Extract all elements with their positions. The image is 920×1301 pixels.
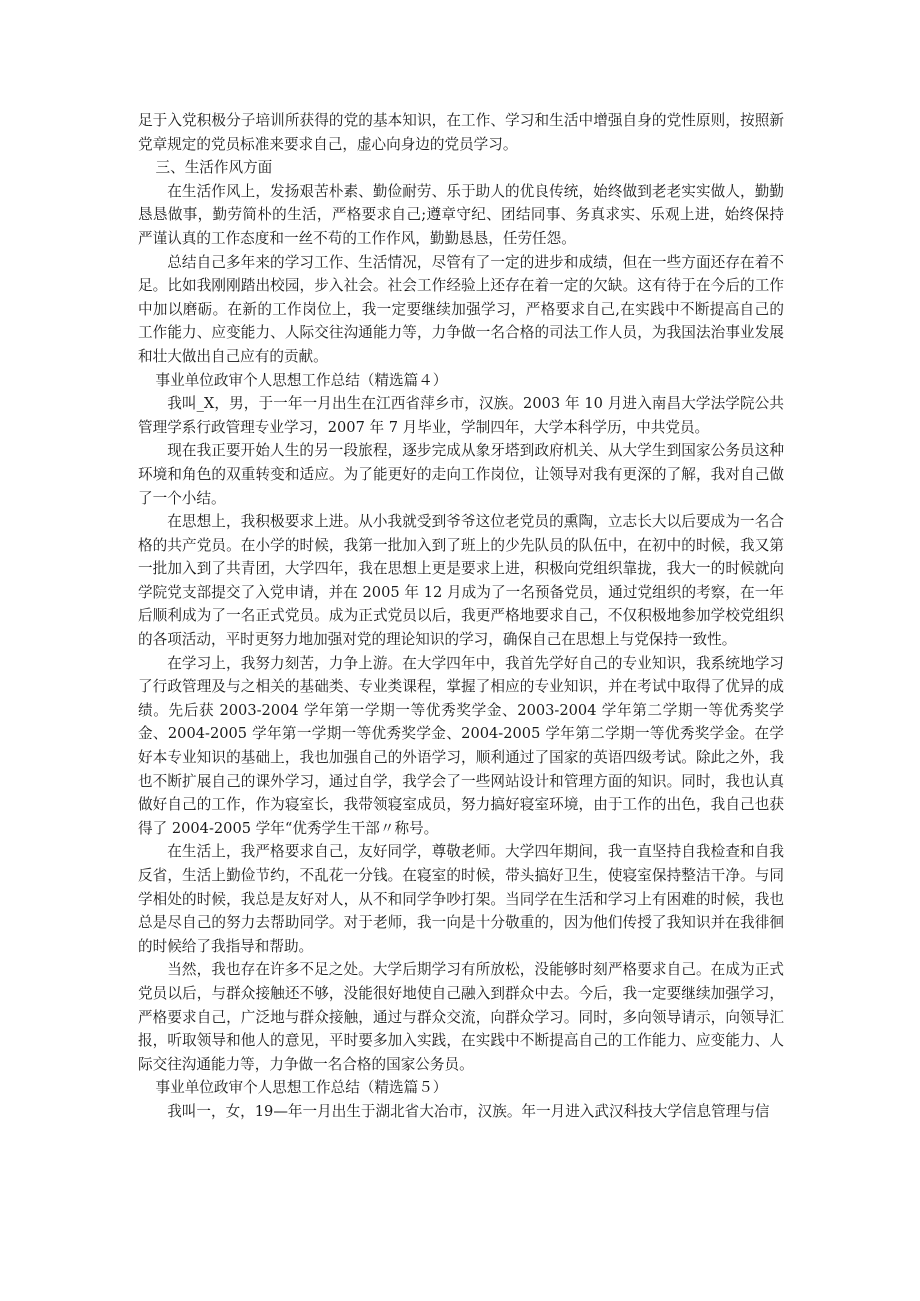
paragraph-thought: 在思想上，我积极要求上进。从小我就受到爷爷这位老党员的熏陶，立志长大以后要成为一名合格的共产党员。在小学的时候，我第一批加入到了班上的少先队员的队伍中，在初中的时候，我又第一批加入到了共青团，大学四年，我在思想上更是要求上进，积极向党组织靠拢，我大一的时候就向学院党支部提交了入党申请，并在 2005 年 12 月成为了一名预备党员，通过党组织的考察，在一年后顺利成为了一名正式党员。成为正式党员以后，我更严格地要求自己，不仅积极地参加学校党组织的各项活动，平时更努力地加强对党的理论知识的学习，确保自己在思想上与党保持一致性。 [138, 513, 784, 649]
paragraph-summary: 总结自己多年来的学习工作、生活情况，尽管有了一定的进步和成绩，但在一些方面还存在着不足。比如我刚刚踏出校园，步入社会。社会工作经验上还存在着一定的欠缺。这有待于在今后的工作中加以磨砺。在新的工作岗位上，我一定要继续加强学习，严格要求自己,在实践中不断提高自己的工作能力、应变能力、人际交往沟通能力等，力争做一名合格的司法工作人员，为我国法治事业发展和壮大做出自己应有的贡献。 [138, 253, 784, 365]
paragraph-intro: 我叫_X，男，于一年一月出生在江西省萍乡市，汉族。2003 年 10 月进入南昌大学法学院公共管理学系行政管理专业学习，2007 年 7 月毕业，学制四年，大学本科学历，中共党员。 [138, 395, 784, 436]
paragraph-lifestyle: 在生活作风上，发扬艰苦朴素、勤俭耐劳、乐于助人的优良传统，始终做到老老实实做人，勤勤恳恳做事，勤劳简朴的生活，严格要求自己;遵章守纪、团结同事、务真求实、乐观上进，始终保持严谨认真的工作态度和一丝不苟的工作作风，勤勤恳恳，任劳任怨。 [138, 182, 784, 247]
article-heading-4: 事业单位政审个人思想工作总结（精选篇４） [155, 371, 448, 389]
paragraph-shortcomings: 当然，我也存在许多不足之处。大学后期学习有所放松，没能够时刻严格要求自己。在成为正式党员以后，与群众接触还不够，没能很好地使自己融入到群众中去。今后，我一定要继续加强学习，严格要求自己，广泛地与群众接触，通过与群众交流，向群众学习。同时，多向领导请示，向领导汇报，听取领导和他人的意见，平时要多加入实践，在实践中不断提高自己的工作能力、应变能力、人际交往沟通能力等，力争做一名合格的国家公务员。 [138, 961, 784, 1073]
article-heading-5: 事业单位政审个人思想工作总结（精选篇５） [155, 1079, 448, 1097]
paragraph-transition: 现在我正要开始人生的另一段旅程，逐步完成从象牙塔到政府机关、从大学生到国家公务员这种环境和角色的双重转变和适应。为了能更好的走向工作岗位，让领导对我有更深的了解，我对自己做了一个小结。 [138, 442, 784, 507]
paragraph-study: 在学习上，我努力刻苦，力争上游。在大学四年中，我首先学好自己的专业知识，我系统地学习了行政管理及与之相关的基础类、专业类课程，掌握了相应的专业知识，并在考试中取得了优异的成绩。先后获 2003-2004 学年第一学期一等优秀奖学金、2003-2004 学年第二学期一等优秀奖学金、2004-2005 学年第一学期一等优秀奖学金、2004-2005 学年第二学期一等优秀奖学金。在学好本专业知识的基础上，我也加强自己的外语学习，顺利通过了国家的英语四级考试。除此之外，我也不断扩展自己的课外学习，通过自学，我学会了一些网站设计和管理方面的知识。同时，我也认真做好自己的工作，作为寝室长，我带领寝室成员，努力搞好寝室环境，由于工作的出色，我自己也获得了 2004-2005 学年“优秀学生干部〃称号。 [138, 654, 784, 837]
paragraph-life: 在生活上，我严格要求自己，友好同学，尊敬老师。大学四年期间，我一直坚持自我检查和自我反省，生活上勤俭节约，不乱花一分钱。在寝室的时候，带头搞好卫生，使寝室保持整洁干净。与同学相处的时候，我总是友好对人，从不和同学争吵打架。当同学在生活和学习上有困难的时候，我也总是尽自己的努力去帮助同学。对于老师，我一向是十分敬重的，因为他们传授了我知识并在我徘徊的时候给了我指导和帮助。 [138, 843, 784, 955]
document-body [138, 109, 784, 1124]
paragraph-intro-5: 我叫一，女，19—年一月出生于湖北省大冶市，汉族。年一月进入武汉科技大学信息管理与信 [167, 1102, 770, 1120]
section-heading-lifestyle: 三、生活作风方面 [155, 159, 273, 177]
paragraph-continued: 足于入党积极分子培训所获得的党的基本知识，在工作、学习和生活中增强自身的党性原则，按照新党章规定的党员标准来要求自己，虚心向身边的党员学习。 [138, 112, 784, 153]
